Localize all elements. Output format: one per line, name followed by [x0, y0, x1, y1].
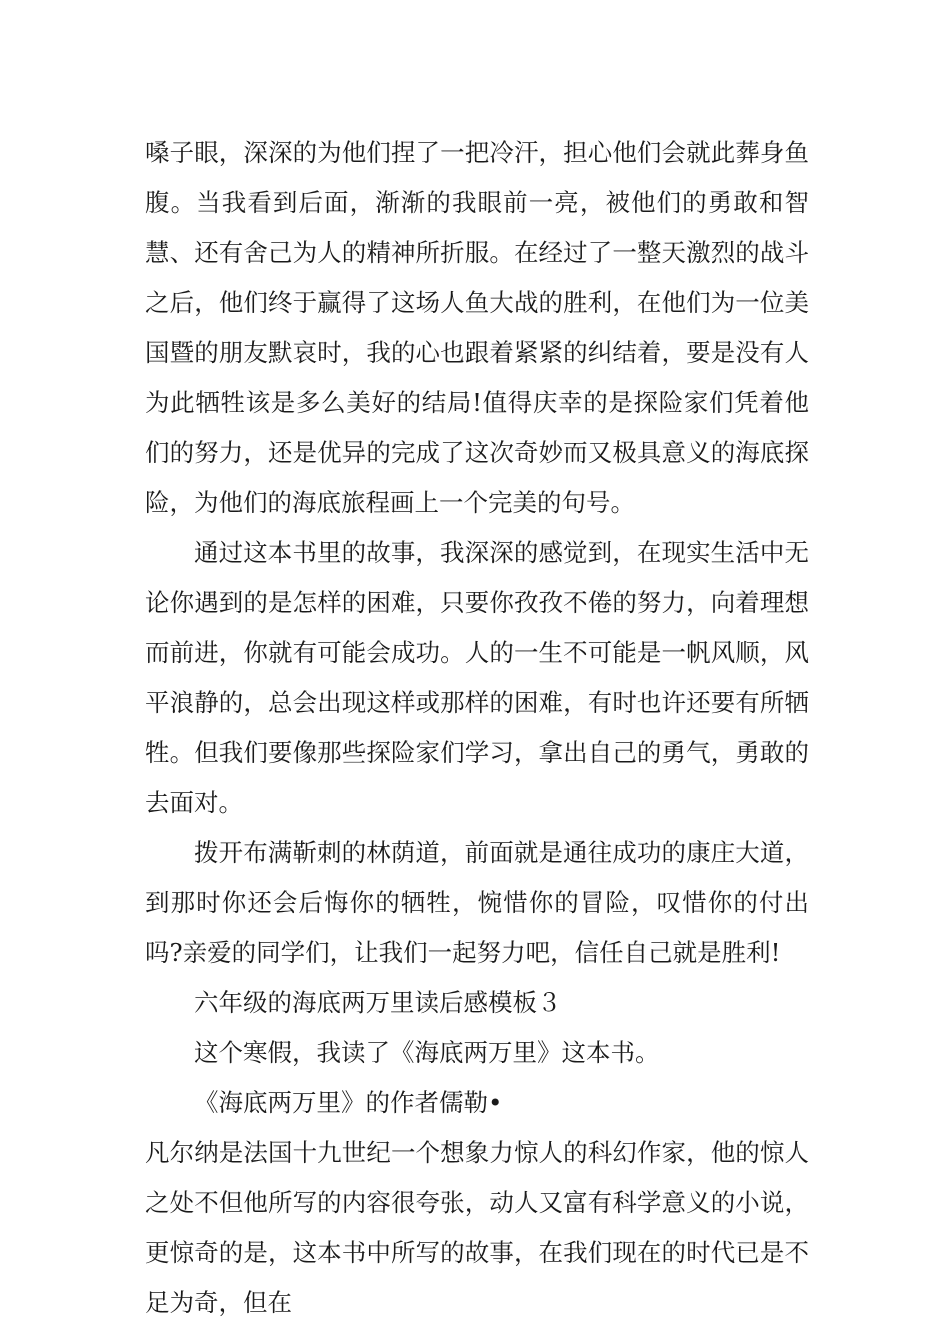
section-heading: 六年级的海底两万里读后感模板３ — [194, 988, 562, 1017]
document-page — [145, 128, 809, 1328]
paragraph-reflection: 通过这本书里的故事，我深深的感觉到，在现实生活中无论你遇到的是怎样的困难，只要你孜孜不倦的努力，向着理想而前进，你就有可能会成功。人的一生不可能是一帆风顺，风平浪静的，总会出现这样或那样的困难，有时也许还要有所牺牲。但我们要像那些探险家们学习，拿出自己的勇气，勇敢的去面对。 — [145, 538, 809, 817]
paragraph-continuation: 嗓子眼，深深的为他们捏了一把冷汗，担心他们会就此葬身鱼腹。当我看到后面，渐渐的我眼前一亮，被他们的勇敢和智慧、还有舍己为人的精神所折服。在经过了一整天激烈的战斗之后，他们终于赢得了这场人鱼大战的胜利，在他们为一位美国暨的朋友默哀时，我的心也跟着紧紧的纠结着，要是没有人为此牺牲该是多么美好的结局!值得庆幸的是探险家们凭着他们的努力，还是优异的完成了这次奇妙而又极具意义的海底探险，为他们的海底旅程画上一个完美的句号。 — [145, 138, 809, 517]
paragraph-encouragement: 拨开布满靳刺的林荫道，前面就是通往成功的康庄大道，到那时你还会后悔你的牺牲，惋惜你的冒险，叹惜你的付出吗?亲爱的同学们，让我们一起努力吧，信任自己就是胜利! — [145, 838, 809, 967]
paragraph-intro: 这个寒假，我读了《海底两万里》这本书。 — [194, 1038, 660, 1067]
paragraph-author-description: 凡尔纳是法国十九世纪一个想象力惊人的科幻作家，他的惊人之处不但他所写的内容很夸张，动人又富有科学意义的小说，更惊奇的是，这本书中所写的故事，在我们现在的时代已是不足为奇，但在 — [145, 1138, 809, 1317]
paragraph-author-line: 《海底两万里》的作者儒勒• — [194, 1088, 503, 1117]
